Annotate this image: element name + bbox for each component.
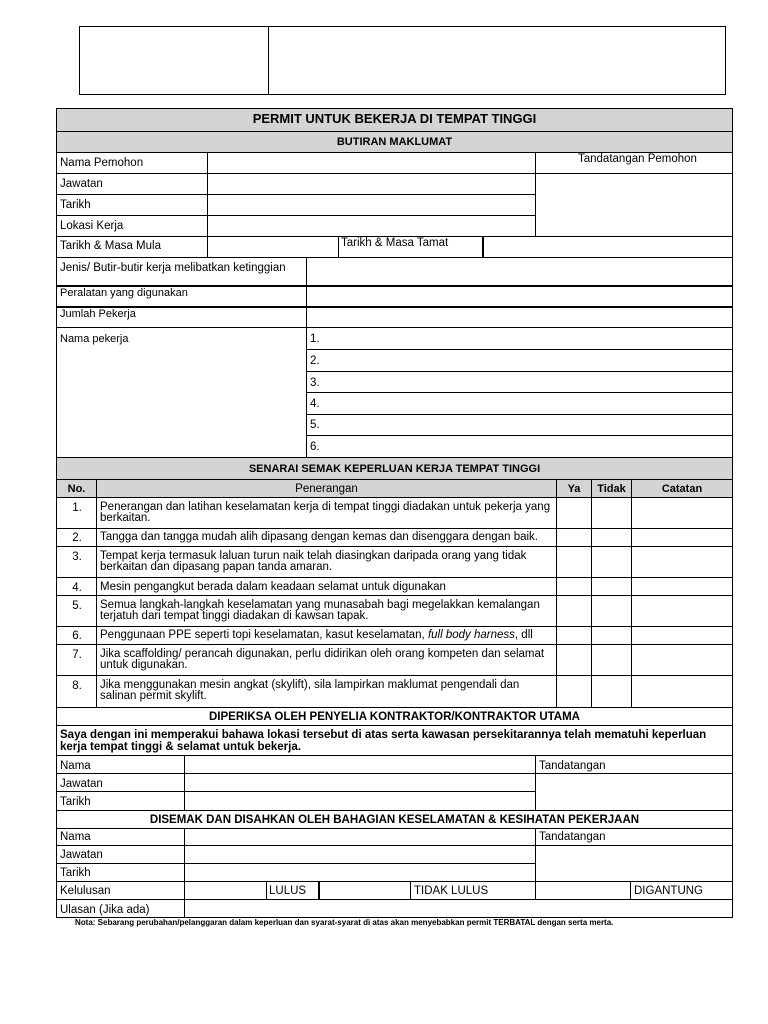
rule <box>57 899 732 900</box>
tandatangan-pemohon-label: Tandatangan Pemohon <box>578 153 697 165</box>
safety-tandatangan-label: Tandatangan <box>539 831 606 843</box>
rule <box>57 773 732 774</box>
rule <box>306 371 732 372</box>
item-text: Tempat kerja termasuk laluan turun naik telah diasingkan daripada orang yang tidak berkaitan dan dipasang papan tanda amaran. <box>100 550 527 573</box>
rule <box>57 828 732 829</box>
rule <box>57 791 535 792</box>
supervisor-tandatangan-label: Tandatangan <box>539 760 606 772</box>
worker-number: 2. <box>310 355 320 367</box>
rule <box>57 626 732 627</box>
lulus-label: LULUS <box>269 885 307 897</box>
rule <box>306 392 732 393</box>
rule <box>57 215 535 216</box>
rule <box>631 480 632 707</box>
rule <box>535 755 536 810</box>
item-text: Semua langkah-langkah keselamatan yang munasabah bagi megelakkan kemalangan terjatuh dari tempat tinggi diadakan di kawsan tapak. <box>100 599 540 622</box>
tarikh-label: Tarikh <box>60 199 91 211</box>
col-no: No. <box>67 483 86 495</box>
rule <box>184 755 185 810</box>
worker-number: 1. <box>310 333 320 345</box>
item-number: 2. <box>72 532 82 544</box>
worker-number: 6. <box>310 441 320 453</box>
kelulusan-label: Kelulusan <box>60 885 111 897</box>
col-tidak: Tidak <box>597 483 626 495</box>
rule <box>535 173 732 174</box>
tidak-lulus-label: TIDAK LULUS <box>414 885 489 897</box>
rule <box>306 257 307 457</box>
peralatan-label: Peralatan yang digunakan <box>60 287 188 299</box>
item-text-italic: full body harness <box>427 629 515 641</box>
rule <box>306 435 732 436</box>
item-text <box>100 630 552 641</box>
item-text: Jika menggunakan mesin angkat (skylift), sila lampirkan maklumat pengendali dan salinan permit skylift. <box>100 679 520 702</box>
item-number: 7. <box>72 649 82 661</box>
ulasan-label: Ulasan (Jika ada) <box>60 904 150 916</box>
supervisor-nama-label: Nama <box>60 760 91 772</box>
supervisor-heading: DIPERIKSA OLEH PENYELIA KONTRAKTOR/KONTRAKTOR UTAMA <box>209 710 580 723</box>
col-ya: Ya <box>567 483 581 495</box>
rule <box>57 755 732 756</box>
rule <box>57 595 732 596</box>
safety-nama-label: Nama <box>60 831 91 843</box>
rule <box>630 881 631 899</box>
jawatan-label: Jawatan <box>60 178 103 190</box>
worker-number: 3. <box>310 377 320 389</box>
header-box <box>79 26 726 95</box>
item-number: 1. <box>72 502 82 514</box>
tarikh-masa-tamat-label: Tarikh & Masa Tamat <box>341 237 449 249</box>
rule <box>266 881 267 899</box>
rule <box>306 349 732 350</box>
jumlah-pekerja-label: Jumlah Pekerja <box>60 308 136 320</box>
rule <box>410 881 411 899</box>
item-text-part: , dll <box>514 629 533 641</box>
rule <box>556 480 557 707</box>
rule <box>57 725 732 726</box>
form-title: PERMIT UNTUK BEKERJA DI TEMPAT TINGGI <box>57 109 732 131</box>
rule <box>482 236 484 257</box>
rule <box>57 327 732 328</box>
safety-jawatan-label: Jawatan <box>60 849 103 861</box>
lokasi-kerja-label: Lokasi Kerja <box>60 220 124 232</box>
item-number: 5. <box>72 600 82 612</box>
header-divider <box>268 27 269 94</box>
item-text-part: Penggunaan PPE seperti topi keselamatan, kasut keselamatan, <box>100 629 428 641</box>
rule <box>57 546 732 547</box>
item-number: 4. <box>72 582 82 594</box>
rule <box>318 881 320 899</box>
item-number: 8. <box>72 680 82 692</box>
supervisor-jawatan-label: Jawatan <box>60 778 103 790</box>
nama-pekerja-label: Nama pekerja <box>60 333 129 345</box>
rule <box>57 306 732 308</box>
safety-tarikh-label: Tarikh <box>60 867 91 879</box>
item-text: Penerangan dan latihan keselamatan kerja di tempat tinggi diadakan untuk pekerja yang berkaitan. <box>100 501 551 524</box>
item-number: 6. <box>72 630 82 642</box>
worker-number: 5. <box>310 419 320 431</box>
rule <box>338 236 339 257</box>
worker-number: 4. <box>310 398 320 410</box>
rule <box>591 480 592 707</box>
item-number: 3. <box>72 551 82 563</box>
rule <box>57 675 732 676</box>
item-text: Mesin pengangkut berada dalam keadaan selamat untuk digunakan <box>100 581 446 593</box>
rule <box>306 414 732 415</box>
jenis-kerja-label: Jenis/ Butir-butir kerja melibatkan ketinggian <box>60 262 286 274</box>
supervisor-statement: Saya dengan ini memperakui bahawa lokasi tersebut di atas serta kawasan persekitarannya telah mematuhi keperluan kerja tempat tinggi & selamat untuk bekerja. <box>60 729 707 753</box>
rule <box>57 194 535 195</box>
digantung-label: DIGANTUNG <box>634 885 703 897</box>
item-text: Tangga dan tangga mudah alih dipasang dengan kemas dan disenggara dengan baik. <box>100 531 538 543</box>
rule <box>57 577 732 578</box>
rule <box>207 153 208 257</box>
section-info-heading: BUTIRAN MAKLUMAT <box>57 132 732 152</box>
rule <box>57 173 535 174</box>
rule <box>57 845 732 846</box>
rule <box>535 828 536 899</box>
col-penerangan: Penerangan <box>295 483 358 495</box>
item-text: Jika scaffolding/ perancah digunakan, perlu didirikan oleh orang kompeten dan selamat untuk digunakan. <box>100 648 545 671</box>
supervisor-tarikh-label: Tarikh <box>60 796 91 808</box>
nama-pemohon-label: Nama Pemohon <box>60 157 144 169</box>
checklist-heading: SENARAI SEMAK KEPERLUAN KERJA TEMPAT TINGGI <box>57 458 732 479</box>
rule <box>57 863 535 864</box>
safety-heading: DISEMAK DAN DISAHKAN OLEH BAHAGIAN KESELAMATAN & KESIHATAN PEKERJAAN <box>149 813 640 826</box>
tarikh-masa-mula-label: Tarikh & Masa Mula <box>60 240 161 252</box>
rule <box>184 828 185 918</box>
rule <box>57 257 732 258</box>
footer-note: Nota: Sebarang perubahan/pelanggaran dalam keperluan dan syarat-syarat di atas akan menyebabkan permit TERBATAL dengan serta merta. <box>75 918 614 927</box>
col-catatan: Catatan <box>661 483 703 495</box>
rule <box>57 528 732 529</box>
rule <box>57 644 732 645</box>
rule <box>535 153 536 236</box>
